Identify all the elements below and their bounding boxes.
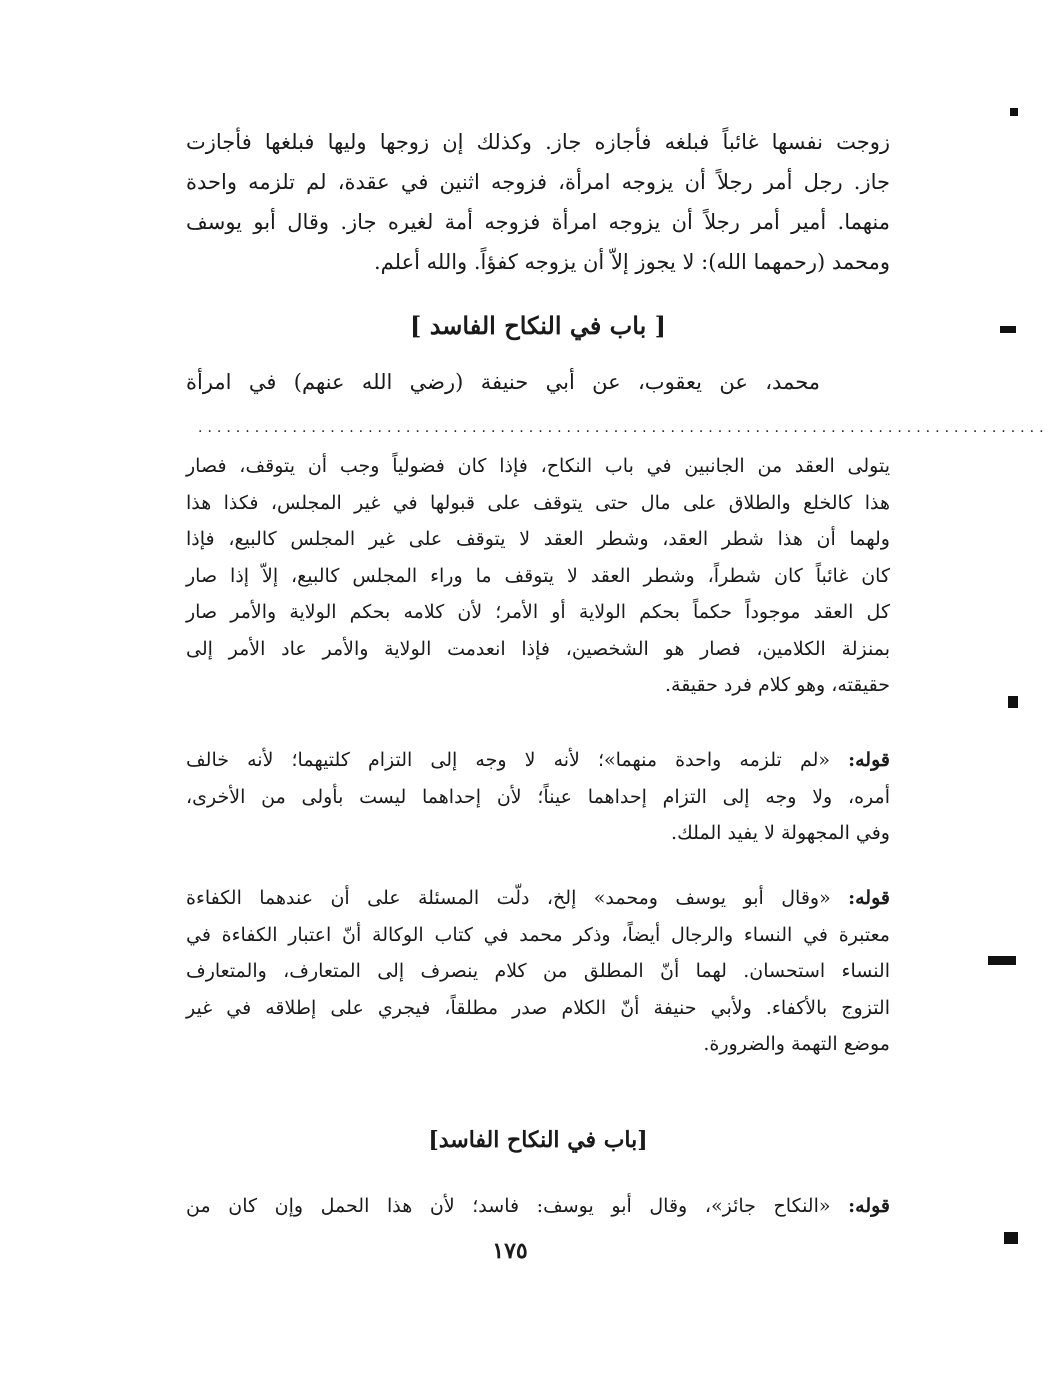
para3-line-1-text: «وقال أبو يوسف ومحمد» إلخ، دلّت المسئلة على أن عندهما الكفاءة — [186, 887, 831, 909]
scan-mark — [1008, 696, 1018, 708]
para2-line-1 — [186, 742, 890, 779]
para4-line-1 — [186, 1188, 890, 1225]
scan-mark — [1000, 326, 1016, 333]
commentary-paragraph-4 — [186, 1188, 890, 1225]
intro-line: محمد، عن يعقوب، عن أبي حنيفة (رضي الله عنهم) في امرأة — [186, 370, 820, 394]
page-number: ١٧٥ — [492, 1238, 528, 1264]
qawluhu-label: قوله: — [848, 1195, 891, 1217]
para2-line-1-text: «لم تلزمه واحدة منهما»؛ لأنه لا وجه إلى التزام كلتيهما؛ لأنه خالف — [186, 749, 830, 771]
commentary-chapter-heading: [باب في النكاح الفاسد] — [428, 1127, 648, 1153]
main-line-1: زوجت نفسها غائباً فبلغه فأجازه جاز. وكذلك إن زوجها وليها فبلغها فأجازت — [186, 130, 890, 154]
main-text — [186, 122, 890, 282]
qawluhu-label: قوله: — [848, 887, 890, 909]
qawluhu-label: قوله: — [848, 749, 890, 771]
commentary-paragraph-1 — [186, 448, 890, 704]
para1-line-1: يتولى العقد من الجانبين في باب النكاح، فإذا كان فضولياً وجب أن يتوقف، فصار — [186, 455, 890, 477]
para2-line-3: وفي المجهولة لا يفيد الملك. — [671, 822, 890, 844]
para3-line-3: النساء استحسان. لهما أنّ المطلق من كلام ينصرف إلى المتعارف، والمتعارف — [186, 960, 890, 982]
para3-line-2: معتبرة في النساء والرجال أيضاً، وذكر محمد في كتاب الوكالة أنّ اعتبار الكفاءة في — [186, 923, 890, 946]
main-line-4: ومحمد (رحمهما الله): لا يجوز إلاّ أن يزوجه كفؤاً. والله أعلم. — [373, 250, 890, 274]
scan-mark — [1004, 1232, 1018, 1244]
para2-line-2: أمره، ولا وجه إلى التزام إحداهما عيناً؛ لأن إحداهما ليست بأولى من الأخرى، — [186, 785, 890, 808]
scan-mark — [1010, 108, 1018, 116]
para1-line-5: كل العقد موجوداً حكماً بحكم الولاية أو الأمر؛ لأن كلامه بحكم الولاية والأمر صار — [186, 601, 890, 623]
scan-mark — [988, 956, 1016, 965]
para1-line-2: هذا كالخلع والطلاق على مال حتى يتوقف على قبولها في غير المجلس، فكذا هذا — [186, 491, 890, 514]
commentary-paragraph-2 — [186, 742, 890, 852]
main-line-3: منهما. أمير أمر رجلاً أن يزوجه امرأة فزوجه أمة لغيره جاز. وقال أبو يوسف — [186, 210, 890, 234]
para3-line-1 — [186, 880, 890, 917]
para3-line-5: موضع التهمة والضرورة. — [703, 1033, 890, 1055]
para4-line-1-text: «النكاح جائز»، وقال أبو يوسف: فاسد؛ لأن هذا الحمل وإن كان من — [186, 1195, 831, 1217]
dotted-separator: .......................................................................................... — [198, 420, 1049, 436]
commentary-paragraph-3 — [186, 880, 890, 1063]
chapter-heading: [ باب في النكاح الفاسد ] — [410, 311, 666, 340]
para1-line-3: ولهما أن هذا شطر العقد، وشطر العقد لا يتوقف على غير المجلس كالبيع، فإذا — [186, 528, 890, 550]
main-line-2: جاز. رجل أمر رجلاً أن يزوجه امرأة، فزوجه اثنين في عقدة، لم تلزمه واحدة — [186, 170, 890, 194]
para3-line-4: التزوج بالأكفاء. ولأبي حنيفة أنّ الكلام صدر مطلقاً، فيجري على إطلاقه في غير — [186, 996, 890, 1019]
para1-line-7: حقيقته، وهو كلام فرد حقيقة. — [664, 674, 890, 696]
para1-line-6: بمنزلة الكلامين، فصار هو الشخصين، فإذا انعدمت الولاية والأمر عاد الأمر إلى — [186, 637, 890, 660]
para1-line-4: كان غائباً كان شطراً، وشطر العقد لا يتوقف ما وراء المجلس كالبيع، إلاّ إذا صار — [186, 564, 890, 587]
